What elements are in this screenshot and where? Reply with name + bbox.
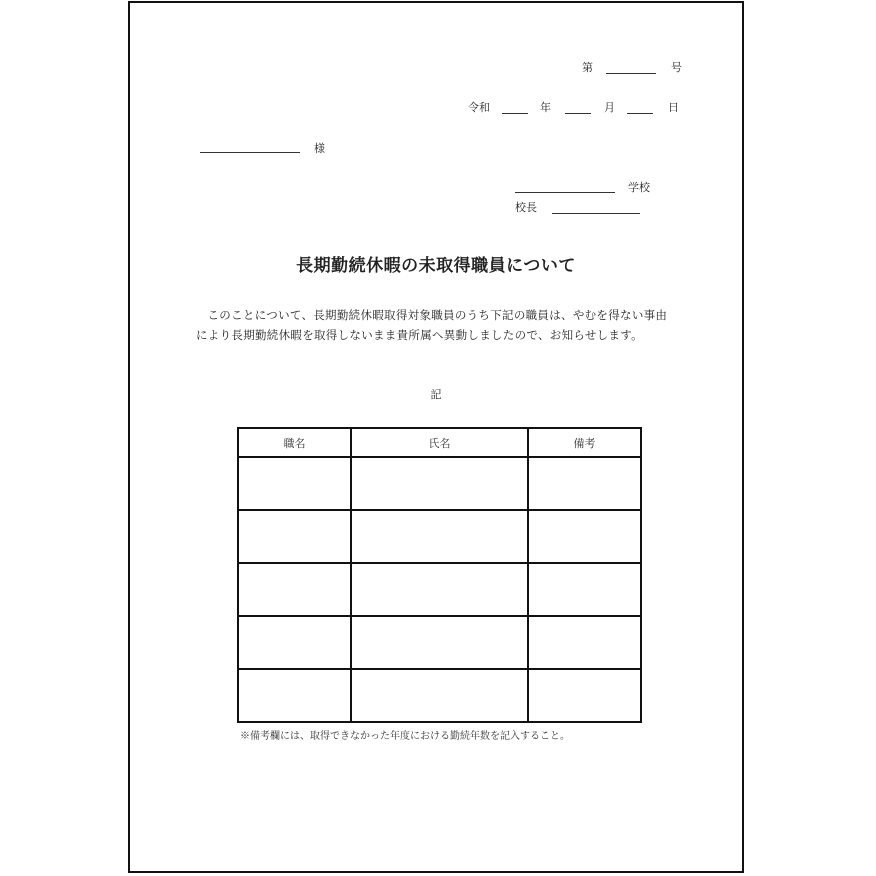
principal-label: 校長 xyxy=(515,201,537,214)
body-paragraph: このことについて、長期勤続休暇取得対象職員のうち下記の職員は、やむを得ない事由により長期勤続休暇を取得しないまま貴所属へ異動しましたので、お知らせします。 xyxy=(196,308,668,342)
cell-job-title[interactable] xyxy=(238,616,351,669)
header-remarks: 備考 xyxy=(528,428,641,457)
school-label: 学校 xyxy=(628,181,650,194)
addressee-honorific: 様 xyxy=(314,142,325,155)
principal-blank[interactable] xyxy=(552,213,640,214)
cell-job-title[interactable] xyxy=(238,563,351,616)
cell-job-title[interactable] xyxy=(238,457,351,510)
day-blank[interactable] xyxy=(627,113,653,114)
number-blank[interactable] xyxy=(606,73,656,74)
cell-name[interactable] xyxy=(351,563,528,616)
ki-heading: 記 xyxy=(430,388,442,401)
table-row xyxy=(238,616,641,669)
cell-job-title[interactable] xyxy=(238,669,351,722)
month-blank[interactable] xyxy=(565,113,591,114)
header-job-title: 職名 xyxy=(238,428,351,457)
cell-remarks[interactable] xyxy=(528,457,641,510)
cell-remarks[interactable] xyxy=(528,563,641,616)
table-row xyxy=(238,669,641,722)
remarks-footnote: ※備考欄には、取得できなかった年度における勤続年数を記入すること。 xyxy=(240,731,570,742)
cell-job-title[interactable] xyxy=(238,510,351,563)
year-label: 年 xyxy=(540,101,551,114)
cell-remarks[interactable] xyxy=(528,669,641,722)
day-label: 日 xyxy=(668,101,679,114)
cell-name[interactable] xyxy=(351,669,528,722)
month-label: 月 xyxy=(604,101,615,114)
cell-name[interactable] xyxy=(351,616,528,669)
table-header-row xyxy=(238,428,641,457)
era-label: 令和 xyxy=(468,101,490,114)
year-blank[interactable] xyxy=(502,113,528,114)
table-row xyxy=(238,457,641,510)
document-title: 長期勤続休暇の未取得職員について xyxy=(296,256,576,276)
document-page xyxy=(128,1,744,873)
cell-remarks[interactable] xyxy=(528,510,641,563)
table-row xyxy=(238,510,641,563)
cell-name[interactable] xyxy=(351,457,528,510)
school-blank[interactable] xyxy=(515,192,615,193)
number-suffix: 号 xyxy=(671,61,682,74)
header-name: 氏名 xyxy=(351,428,528,457)
staff-table xyxy=(237,427,642,723)
cell-remarks[interactable] xyxy=(528,616,641,669)
table-row xyxy=(238,563,641,616)
number-prefix: 第 xyxy=(582,61,593,74)
cell-name[interactable] xyxy=(351,510,528,563)
addressee-blank[interactable] xyxy=(200,152,300,153)
